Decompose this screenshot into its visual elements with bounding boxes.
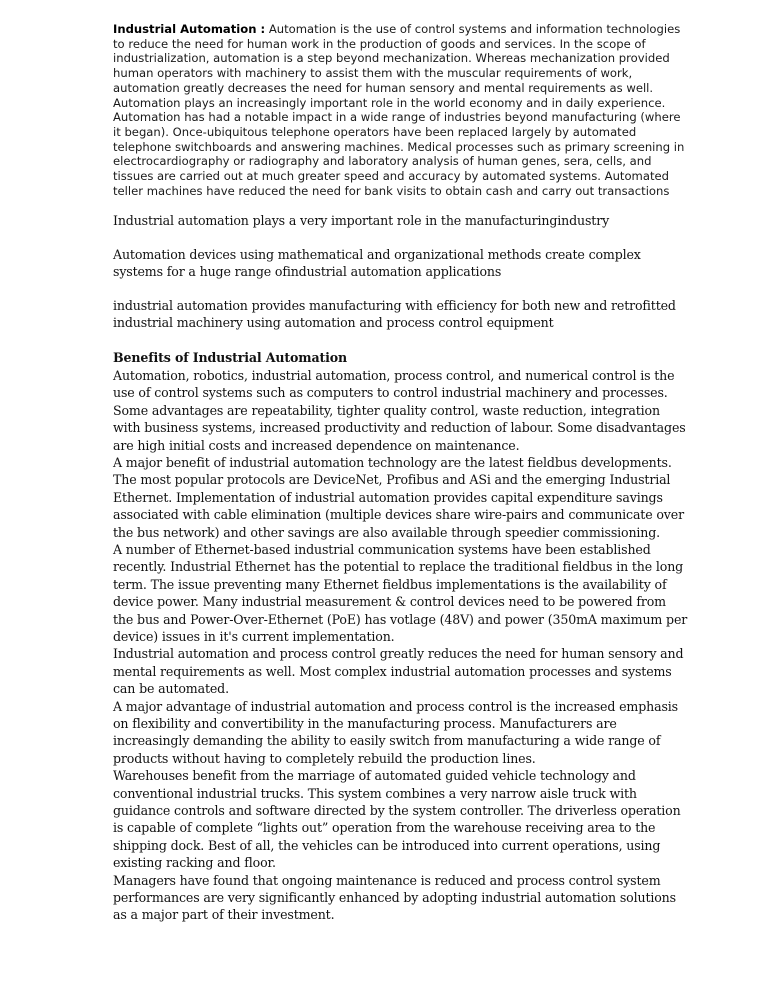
benefits-section <box>113 349 688 923</box>
intro-paragraph-1 <box>113 22 688 110</box>
intro-paragraph-2: Automation has had a notable impact in a wide range of industries beyond manufacturing (where it began). Once-ubiquitous telephone operators have been replaced largely by automated telephone switchboards and answering machines. Medical processes such as primary screening in electrocardiography or radiography and laboratory analysis of human genes, sera, cells, and tissues are carried out at much greater speed and accuracy by automated systems. Automated teller machines have reduced the need for bank visits to obtain cash and carry out transactions <box>113 110 685 198</box>
document-page <box>113 22 688 924</box>
benefits-paragraph: A major benefit of industrial automation technology are the latest fieldbus developments. The most popular protocols are DeviceNet, Profibus and ASi and the emerging Industrial Ethernet. Implementation of industrial automation provides capital expenditure savings associated with cable elimination (multiple devices share wire-pairs and communicate over the bus network) and other savings are also available through speedier commissioning. <box>113 454 684 540</box>
benefits-paragraph: Some advantages are repeatability, tighter quality control, waste reduction, integration with business systems, increased productivity and reduction of labour. Some disadvantages are high initial costs and increased dependence on maintenance. <box>113 402 686 453</box>
intro-lead-title: Industrial Automation : <box>113 22 266 36</box>
statement-1: Industrial automation plays a very important role in the manufacturingindustry <box>113 213 610 229</box>
statement-3: industrial automation provides manufacturing with efficiency for both new and retrofitted industrial machinery using automation and process control equipment <box>113 297 676 331</box>
benefits-paragraph: Warehouses benefit from the marriage of automated guided vehicle technology and conventional industrial trucks. This system combines a very narrow aisle truck with guidance controls and software directed by the system controller. The driverless operation is capable of complete “lights out” operation from the warehouse receiving area to the shipping dock. Best of all, the vehicles can be introduced into current operations, using existing racking and floor. <box>113 768 681 871</box>
benefits-heading: Benefits of Industrial Automation <box>113 350 348 366</box>
benefits-paragraph: A number of Ethernet-based industrial communication systems have been established recently. Industrial Ethernet has the potential to replace the traditional fieldbus in the long term. The issue preventing many Ethernet fieldbus implementations is the availability of device power. Many industrial measurement & control devices need to be powered from the bus and Power-Over-Ethernet (PoE) has votlage (48V) and power (350mA maximum per device) issues in it's current implementation. <box>113 541 688 644</box>
benefits-paragraph: A major advantage of industrial automation and process control is the increased emphasis on flexibility and convertibility in the manufacturing process. Manufacturers are increasingly demanding the ability to easily switch from manufacturing a wide range of products without having to completely rebuild the production lines. <box>113 698 678 766</box>
intro-section <box>113 22 688 198</box>
benefits-paragraph: Managers have found that ongoing maintenance is reduced and process control system performances are very significantly enhanced by adopting industrial automation solutions as a major part of their investment. <box>113 872 676 923</box>
statement-2: Automation devices using mathematical and organizational methods create complex systems for a huge range ofindustrial automation applications <box>113 246 641 280</box>
benefits-paragraph: Automation, robotics, industrial automation, process control, and numerical control is the use of control systems such as computers to control industrial machinery and processes. <box>113 367 675 401</box>
intro-text-1: Automation is the use of control systems and information technologies to reduce the need for human work in the production of goods and services. In the scope of industrialization, automation is a step beyond mechanization. Whereas mechanization provided human operators with machinery to assist them with the muscular requirements of work, automation greatly decreases the need for human sensory and mental requirements as well. Automation plays an increasingly important role in the world economy and in daily experience. <box>113 22 681 110</box>
benefits-paragraph: Industrial automation and process control greatly reduces the need for human sensory and mental requirements as well. Most complex industrial automation processes and systems can be automated. <box>113 646 684 697</box>
